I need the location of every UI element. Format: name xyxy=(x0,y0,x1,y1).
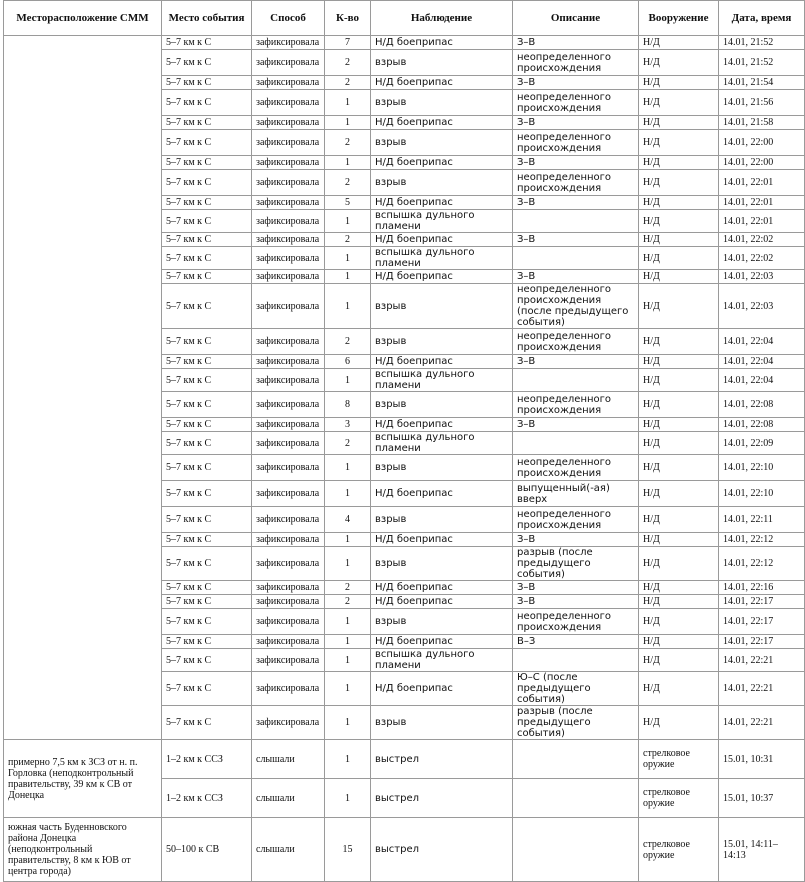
quantity-cell: 1 xyxy=(325,481,371,507)
observation-cell: Н/Д боеприпас xyxy=(371,581,513,595)
description-cell xyxy=(513,369,639,392)
method-cell: зафиксировала xyxy=(252,507,325,533)
quantity-cell: 1 xyxy=(325,156,371,170)
event-place-cell: 5–7 км к С xyxy=(162,270,252,284)
event-place-cell: 5–7 км к С xyxy=(162,481,252,507)
quantity-cell: 4 xyxy=(325,507,371,533)
date-time-cell: 14.01, 21:58 xyxy=(719,116,805,130)
event-place-cell: 5–7 км к С xyxy=(162,196,252,210)
smm-location-cell: примерно 7,5 км к ЗСЗ от н. п. Горловка (неподконтрольный правительству, 39 км к СВ от Донецка xyxy=(4,740,162,818)
weapon-cell: Н/Д xyxy=(639,481,719,507)
method-cell: зафиксировала xyxy=(252,130,325,156)
description-cell xyxy=(513,210,639,233)
quantity-cell: 1 xyxy=(325,609,371,635)
weapon-cell: Н/Д xyxy=(639,247,719,270)
weapon-cell: стрелковое оружие xyxy=(639,779,719,818)
smm-location-cell: южная часть Буденновского района Донецка (неподконтрольный правительству, 8 км к ЮВ от центра города) xyxy=(4,818,162,882)
observation-cell: вспышка дульного пламени xyxy=(371,649,513,672)
quantity-cell: 1 xyxy=(325,779,371,818)
weapon-cell: Н/Д xyxy=(639,196,719,210)
method-cell: зафиксировала xyxy=(252,156,325,170)
observation-cell: взрыв xyxy=(371,284,513,329)
weapon-cell: Н/Д xyxy=(639,170,719,196)
date-time-cell: 14.01, 22:12 xyxy=(719,547,805,581)
weapon-cell: Н/Д xyxy=(639,130,719,156)
observation-cell: взрыв xyxy=(371,609,513,635)
weapon-cell: Н/Д xyxy=(639,581,719,595)
event-place-cell: 5–7 км к С xyxy=(162,50,252,76)
method-cell: зафиксировала xyxy=(252,50,325,76)
method-cell: зафиксировала xyxy=(252,649,325,672)
description-cell: неопределенного происхождения xyxy=(513,609,639,635)
description-cell xyxy=(513,247,639,270)
description-cell: неопределенного происхождения xyxy=(513,507,639,533)
table-body xyxy=(4,36,805,882)
observation-cell: Н/Д боеприпас xyxy=(371,672,513,706)
observation-cell: выстрел xyxy=(371,740,513,779)
quantity-cell: 2 xyxy=(325,130,371,156)
description-cell: разрыв (после предыдущего события) xyxy=(513,706,639,740)
event-place-cell: 5–7 км к С xyxy=(162,36,252,50)
weapon-cell: Н/Д xyxy=(639,533,719,547)
observation-cell: вспышка дульного пламени xyxy=(371,210,513,233)
observation-cell: Н/Д боеприпас xyxy=(371,270,513,284)
weapon-cell: Н/Д xyxy=(639,609,719,635)
quantity-cell: 1 xyxy=(325,284,371,329)
description-cell xyxy=(513,432,639,455)
date-time-cell: 14.01, 22:04 xyxy=(719,329,805,355)
event-place-cell: 5–7 км к С xyxy=(162,581,252,595)
date-time-cell: 14.01, 22:00 xyxy=(719,130,805,156)
description-cell: неопределенного происхождения xyxy=(513,392,639,418)
event-place-cell: 5–7 км к С xyxy=(162,210,252,233)
description-cell: З–В xyxy=(513,233,639,247)
date-time-cell: 14.01, 22:03 xyxy=(719,270,805,284)
quantity-cell: 1 xyxy=(325,547,371,581)
observation-cell: Н/Д боеприпас xyxy=(371,635,513,649)
observation-cell: Н/Д боеприпас xyxy=(371,36,513,50)
description-cell xyxy=(513,740,639,779)
observation-cell: вспышка дульного пламени xyxy=(371,247,513,270)
quantity-cell: 1 xyxy=(325,635,371,649)
weapon-cell: Н/Д xyxy=(639,156,719,170)
observation-cell: взрыв xyxy=(371,455,513,481)
date-time-cell: 14.01, 22:17 xyxy=(719,595,805,609)
method-cell: зафиксировала xyxy=(252,116,325,130)
weapon-cell: Н/Д xyxy=(639,418,719,432)
method-cell: зафиксировала xyxy=(252,247,325,270)
quantity-cell: 1 xyxy=(325,369,371,392)
description-cell: З–В xyxy=(513,196,639,210)
method-cell: зафиксировала xyxy=(252,455,325,481)
observation-cell: взрыв xyxy=(371,90,513,116)
weapon-cell: Н/Д xyxy=(639,672,719,706)
quantity-cell: 1 xyxy=(325,210,371,233)
event-place-cell: 5–7 км к С xyxy=(162,355,252,369)
quantity-cell: 2 xyxy=(325,595,371,609)
method-cell: зафиксировала xyxy=(252,196,325,210)
date-time-cell: 14.01, 22:01 xyxy=(719,170,805,196)
observation-cell: Н/Д боеприпас xyxy=(371,156,513,170)
weapon-cell: Н/Д xyxy=(639,36,719,50)
description-cell: неопределенного происхождения xyxy=(513,50,639,76)
weapon-cell: Н/Д xyxy=(639,329,719,355)
weapon-cell: Н/Д xyxy=(639,392,719,418)
date-time-cell: 15.01, 10:37 xyxy=(719,779,805,818)
description-cell: З–В xyxy=(513,533,639,547)
date-time-cell: 14.01, 22:17 xyxy=(719,609,805,635)
observation-cell: вспышка дульного пламени xyxy=(371,369,513,392)
date-time-cell: 14.01, 22:02 xyxy=(719,247,805,270)
description-cell: З–В xyxy=(513,355,639,369)
method-cell: зафиксировала xyxy=(252,581,325,595)
quantity-cell: 2 xyxy=(325,76,371,90)
method-cell: слышали xyxy=(252,779,325,818)
weapon-cell: Н/Д xyxy=(639,595,719,609)
table-row xyxy=(4,818,805,882)
method-cell: зафиксировала xyxy=(252,90,325,116)
description-cell: З–В xyxy=(513,36,639,50)
observation-cell: Н/Д боеприпас xyxy=(371,233,513,247)
table-row xyxy=(4,740,805,779)
observation-cell: Н/Д боеприпас xyxy=(371,116,513,130)
events-table xyxy=(3,0,805,882)
method-cell: слышали xyxy=(252,818,325,882)
event-place-cell: 5–7 км к С xyxy=(162,329,252,355)
method-cell: зафиксировала xyxy=(252,355,325,369)
description-cell: З–В xyxy=(513,156,639,170)
date-time-cell: 14.01, 22:12 xyxy=(719,533,805,547)
header-description: Описание xyxy=(513,1,639,36)
header-method: Способ xyxy=(252,1,325,36)
method-cell: зафиксировала xyxy=(252,329,325,355)
date-time-cell: 14.01, 22:03 xyxy=(719,284,805,329)
event-place-cell: 50–100 к СВ xyxy=(162,818,252,882)
method-cell: зафиксировала xyxy=(252,481,325,507)
quantity-cell: 1 xyxy=(325,649,371,672)
description-cell: З–В xyxy=(513,581,639,595)
description-cell: неопределенного происхождения xyxy=(513,455,639,481)
observation-cell: Н/Д боеприпас xyxy=(371,355,513,369)
description-cell: неопределенного происхождения xyxy=(513,170,639,196)
description-cell: разрыв (после предыдущего события) xyxy=(513,547,639,581)
description-cell xyxy=(513,818,639,882)
event-place-cell: 5–7 км к С xyxy=(162,706,252,740)
quantity-cell: 1 xyxy=(325,90,371,116)
event-place-cell: 5–7 км к С xyxy=(162,76,252,90)
observation-cell: взрыв xyxy=(371,392,513,418)
event-place-cell: 1–2 км к ССЗ xyxy=(162,740,252,779)
date-time-cell: 14.01, 22:17 xyxy=(719,635,805,649)
date-time-cell: 14.01, 22:16 xyxy=(719,581,805,595)
quantity-cell: 7 xyxy=(325,36,371,50)
weapon-cell: Н/Д xyxy=(639,635,719,649)
observation-cell: Н/Д боеприпас xyxy=(371,533,513,547)
description-cell: З–В xyxy=(513,595,639,609)
event-place-cell: 5–7 км к С xyxy=(162,116,252,130)
description-cell: В–З xyxy=(513,635,639,649)
header-event-place: Место события xyxy=(162,1,252,36)
method-cell: зафиксировала xyxy=(252,706,325,740)
event-place-cell: 5–7 км к С xyxy=(162,233,252,247)
method-cell: зафиксировала xyxy=(252,369,325,392)
event-place-cell: 5–7 км к С xyxy=(162,284,252,329)
observation-cell: взрыв xyxy=(371,50,513,76)
method-cell: зафиксировала xyxy=(252,595,325,609)
weapon-cell: Н/Д xyxy=(639,116,719,130)
quantity-cell: 1 xyxy=(325,455,371,481)
description-cell: неопределенного происхождения (после предыдущего события) xyxy=(513,284,639,329)
date-time-cell: 14.01, 21:56 xyxy=(719,90,805,116)
event-place-cell: 1–2 км к ССЗ xyxy=(162,779,252,818)
weapon-cell: Н/Д xyxy=(639,233,719,247)
quantity-cell: 6 xyxy=(325,355,371,369)
header-smm-location: Месторасположение СММ xyxy=(4,1,162,36)
method-cell: зафиксировала xyxy=(252,170,325,196)
event-place-cell: 5–7 км к С xyxy=(162,392,252,418)
date-time-cell: 14.01, 22:10 xyxy=(719,455,805,481)
date-time-cell: 14.01, 21:52 xyxy=(719,50,805,76)
event-place-cell: 5–7 км к С xyxy=(162,156,252,170)
description-cell: неопределенного происхождения xyxy=(513,329,639,355)
date-time-cell: 14.01, 22:09 xyxy=(719,432,805,455)
weapon-cell: Н/Д xyxy=(639,210,719,233)
quantity-cell: 2 xyxy=(325,50,371,76)
quantity-cell: 1 xyxy=(325,116,371,130)
header-quantity: К-во xyxy=(325,1,371,36)
quantity-cell: 1 xyxy=(325,247,371,270)
observation-cell: Н/Д боеприпас xyxy=(371,481,513,507)
header-date-time: Дата, время xyxy=(719,1,805,36)
quantity-cell: 1 xyxy=(325,706,371,740)
description-cell: З–В xyxy=(513,76,639,90)
quantity-cell: 2 xyxy=(325,432,371,455)
date-time-cell: 14.01, 22:01 xyxy=(719,210,805,233)
weapon-cell: Н/Д xyxy=(639,355,719,369)
event-place-cell: 5–7 км к С xyxy=(162,130,252,156)
date-time-cell: 14.01, 22:01 xyxy=(719,196,805,210)
weapon-cell: Н/Д xyxy=(639,284,719,329)
date-time-cell: 15.01, 14:11–14:13 xyxy=(719,818,805,882)
description-cell: Ю–С (после предыдущего события) xyxy=(513,672,639,706)
description-cell: З–В xyxy=(513,418,639,432)
method-cell: зафиксировала xyxy=(252,418,325,432)
weapon-cell: Н/Д xyxy=(639,706,719,740)
event-place-cell: 5–7 км к С xyxy=(162,90,252,116)
quantity-cell: 2 xyxy=(325,329,371,355)
description-cell: З–В xyxy=(513,270,639,284)
weapon-cell: Н/Д xyxy=(639,455,719,481)
event-place-cell: 5–7 км к С xyxy=(162,533,252,547)
quantity-cell: 1 xyxy=(325,672,371,706)
quantity-cell: 3 xyxy=(325,418,371,432)
smm-location-cell xyxy=(4,36,162,740)
event-place-cell: 5–7 км к С xyxy=(162,507,252,533)
event-place-cell: 5–7 км к С xyxy=(162,609,252,635)
date-time-cell: 14.01, 22:04 xyxy=(719,369,805,392)
event-place-cell: 5–7 км к С xyxy=(162,672,252,706)
description-cell: неопределенного происхождения xyxy=(513,130,639,156)
weapon-cell: Н/Д xyxy=(639,369,719,392)
event-place-cell: 5–7 км к С xyxy=(162,247,252,270)
event-place-cell: 5–7 км к С xyxy=(162,547,252,581)
header-weapon: Вооружение xyxy=(639,1,719,36)
quantity-cell: 5 xyxy=(325,196,371,210)
description-cell xyxy=(513,779,639,818)
date-time-cell: 14.01, 22:11 xyxy=(719,507,805,533)
quantity-cell: 2 xyxy=(325,233,371,247)
weapon-cell: Н/Д xyxy=(639,649,719,672)
method-cell: зафиксировала xyxy=(252,609,325,635)
method-cell: зафиксировала xyxy=(252,635,325,649)
observation-cell: вспышка дульного пламени xyxy=(371,432,513,455)
event-place-cell: 5–7 км к С xyxy=(162,649,252,672)
description-cell: выпущенный(-ая) вверх xyxy=(513,481,639,507)
weapon-cell: стрелковое оружие xyxy=(639,740,719,779)
weapon-cell: Н/Д xyxy=(639,270,719,284)
description-cell xyxy=(513,649,639,672)
date-time-cell: 14.01, 21:52 xyxy=(719,36,805,50)
observation-cell: Н/Д боеприпас xyxy=(371,418,513,432)
quantity-cell: 8 xyxy=(325,392,371,418)
header-observation: Наблюдение xyxy=(371,1,513,36)
method-cell: зафиксировала xyxy=(252,270,325,284)
date-time-cell: 14.01, 22:10 xyxy=(719,481,805,507)
weapon-cell: Н/Д xyxy=(639,547,719,581)
header-row xyxy=(4,1,805,36)
date-time-cell: 14.01, 21:54 xyxy=(719,76,805,90)
description-cell: З–В xyxy=(513,116,639,130)
event-place-cell: 5–7 км к С xyxy=(162,170,252,196)
quantity-cell: 2 xyxy=(325,170,371,196)
method-cell: зафиксировала xyxy=(252,432,325,455)
date-time-cell: 14.01, 22:04 xyxy=(719,355,805,369)
quantity-cell: 1 xyxy=(325,533,371,547)
table-row xyxy=(4,36,805,50)
method-cell: зафиксировала xyxy=(252,210,325,233)
observation-cell: взрыв xyxy=(371,130,513,156)
method-cell: зафиксировала xyxy=(252,672,325,706)
observation-cell: Н/Д боеприпас xyxy=(371,196,513,210)
weapon-cell: Н/Д xyxy=(639,507,719,533)
date-time-cell: 15.01, 10:31 xyxy=(719,740,805,779)
method-cell: зафиксировала xyxy=(252,392,325,418)
weapon-cell: Н/Д xyxy=(639,90,719,116)
date-time-cell: 14.01, 22:21 xyxy=(719,672,805,706)
event-place-cell: 5–7 км к С xyxy=(162,595,252,609)
quantity-cell: 2 xyxy=(325,581,371,595)
method-cell: зафиксировала xyxy=(252,233,325,247)
observation-cell: взрыв xyxy=(371,706,513,740)
quantity-cell: 1 xyxy=(325,740,371,779)
description-cell: неопределенного происхождения xyxy=(513,90,639,116)
observation-cell: выстрел xyxy=(371,818,513,882)
event-place-cell: 5–7 км к С xyxy=(162,369,252,392)
observation-cell: взрыв xyxy=(371,507,513,533)
event-place-cell: 5–7 км к С xyxy=(162,418,252,432)
date-time-cell: 14.01, 22:08 xyxy=(719,418,805,432)
observation-cell: выстрел xyxy=(371,779,513,818)
date-time-cell: 14.01, 22:00 xyxy=(719,156,805,170)
event-place-cell: 5–7 км к С xyxy=(162,635,252,649)
observation-cell: взрыв xyxy=(371,170,513,196)
method-cell: зафиксировала xyxy=(252,533,325,547)
event-place-cell: 5–7 км к С xyxy=(162,432,252,455)
weapon-cell: стрелковое оружие xyxy=(639,818,719,882)
observation-cell: Н/Д боеприпас xyxy=(371,76,513,90)
weapon-cell: Н/Д xyxy=(639,50,719,76)
date-time-cell: 14.01, 22:08 xyxy=(719,392,805,418)
method-cell: зафиксировала xyxy=(252,547,325,581)
method-cell: зафиксировала xyxy=(252,284,325,329)
quantity-cell: 1 xyxy=(325,270,371,284)
date-time-cell: 14.01, 22:02 xyxy=(719,233,805,247)
method-cell: зафиксировала xyxy=(252,76,325,90)
event-place-cell: 5–7 км к С xyxy=(162,455,252,481)
method-cell: зафиксировала xyxy=(252,36,325,50)
observation-cell: Н/Д боеприпас xyxy=(371,595,513,609)
weapon-cell: Н/Д xyxy=(639,432,719,455)
observation-cell: взрыв xyxy=(371,547,513,581)
observation-cell: взрыв xyxy=(371,329,513,355)
date-time-cell: 14.01, 22:21 xyxy=(719,649,805,672)
quantity-cell: 15 xyxy=(325,818,371,882)
date-time-cell: 14.01, 22:21 xyxy=(719,706,805,740)
weapon-cell: Н/Д xyxy=(639,76,719,90)
method-cell: слышали xyxy=(252,740,325,779)
